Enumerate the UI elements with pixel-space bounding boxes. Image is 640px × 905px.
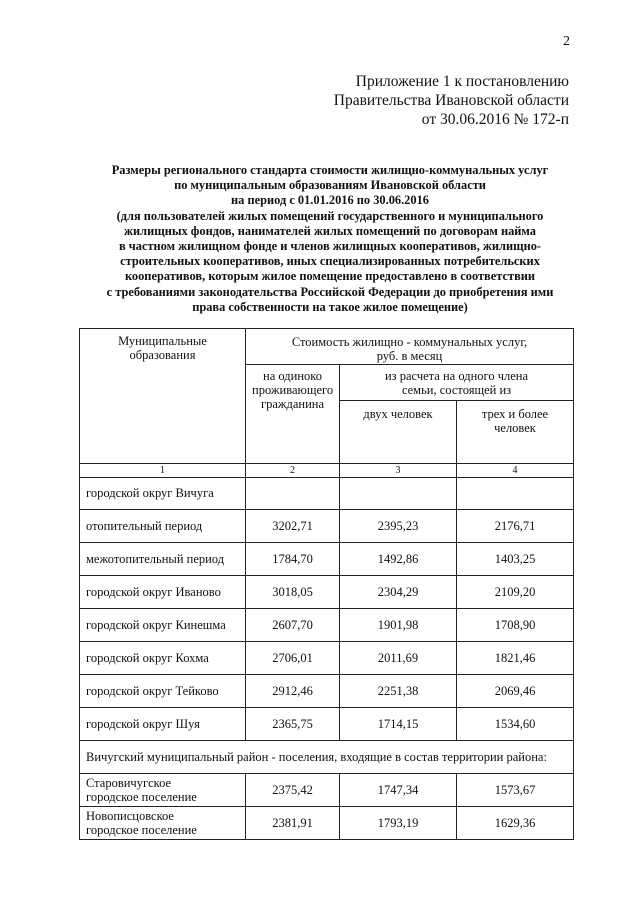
- settlement-name: [80, 774, 246, 807]
- settlement-name-line-1: Новописцовское: [86, 809, 174, 823]
- row-value-three: 1629,36: [457, 807, 574, 840]
- row-value-single: 2381,91: [246, 807, 340, 840]
- header-single: на одиноко проживающего гражданина: [246, 365, 340, 464]
- title-line: на период с 01.01.2016 по 30.06.2016: [231, 193, 429, 208]
- page-number: 2: [563, 34, 570, 49]
- row-name: отопительный период: [80, 510, 246, 543]
- title-line: Размеры регионального стандарта стоимости жилищно-коммунальных услуг: [111, 163, 549, 177]
- row-value-single: 3018,05: [246, 576, 340, 609]
- row-value-two: 2395,23: [340, 510, 457, 543]
- title-line: кооперативов, которым жилое помещение предоставлено в соответствии: [124, 269, 536, 284]
- table-row: [80, 774, 574, 807]
- title-line: строительных кооперативов, иных специализированных потребительских: [120, 254, 540, 269]
- col-number: 2: [246, 464, 340, 478]
- row-name: городской округ Кохма: [80, 642, 246, 675]
- group-row-label: городской округ Вичуга: [80, 478, 246, 510]
- row-value-two: 1901,98: [340, 609, 457, 642]
- row-value-three: 2069,46: [457, 675, 574, 708]
- title-line: в частном жилищном фонде и членов жилищных кооперативов, жилищно-: [118, 239, 542, 254]
- row-value-three: 2109,20: [457, 576, 574, 609]
- row-value-three: 1403,25: [457, 543, 574, 576]
- title-line: жилищных фондов, нанимателей жилых помещений по договорам найма: [124, 223, 536, 238]
- settlement-name-line-1: Старовичугское: [86, 776, 172, 790]
- table-row: [80, 675, 574, 708]
- settlement-name: [80, 807, 246, 840]
- header-municipal: Муниципальные образования: [80, 329, 246, 464]
- row-name: городской округ Кинешма: [80, 609, 246, 642]
- header-cost: Стоимость жилищно - коммунальных услуг, руб. в месяц: [246, 329, 574, 365]
- row-value-single: 2912,46: [246, 675, 340, 708]
- row-name: городской округ Иваново: [80, 576, 246, 609]
- appendix-line-3: от 30.06.2016 № 172-п: [421, 111, 569, 128]
- row-value-single: 3202,71: [246, 510, 340, 543]
- cost-standard-table: [79, 328, 574, 840]
- row-value-two: 1747,34: [340, 774, 457, 807]
- row-value-single: 2365,75: [246, 708, 340, 741]
- row-value-two: 1793,19: [340, 807, 457, 840]
- row-value-three: 1534,60: [457, 708, 574, 741]
- col-number: 3: [340, 464, 457, 478]
- table-row: [80, 609, 574, 642]
- row-value-three: 1708,90: [457, 609, 574, 642]
- header-three-plus: трех и более человек: [457, 401, 574, 464]
- table-row: [80, 708, 574, 741]
- title-line: с требованиями законодательства Российской Федерации до приобретения ими: [106, 284, 554, 299]
- header-two: двух человек: [340, 401, 457, 464]
- row-value-single: 2706,01: [246, 642, 340, 675]
- row-value-two: 2251,38: [340, 675, 457, 708]
- table-row: [80, 642, 574, 675]
- header-per-member: из расчета на одного члена семьи, состоящей из: [340, 365, 574, 401]
- row-value-single: 1784,70: [246, 543, 340, 576]
- title-line: права собственности на такое жилое помещение): [192, 299, 468, 314]
- settlement-name-line-2: городское поселение: [86, 823, 197, 837]
- table-row: [80, 807, 574, 840]
- row-value-two: 2011,69: [340, 642, 457, 675]
- table-row: [80, 510, 574, 543]
- row-value-two: 1492,86: [340, 543, 457, 576]
- document-title: [80, 163, 580, 315]
- row-value-three: 1573,67: [457, 774, 574, 807]
- title-line: (для пользователей жилых помещений государственного и муниципального: [116, 208, 544, 223]
- settlement-name-line-2: городское поселение: [86, 790, 197, 804]
- row-value-three: 2176,71: [457, 510, 574, 543]
- row-name: городской округ Тейково: [80, 675, 246, 708]
- row-value-two: 2304,29: [340, 576, 457, 609]
- col-number: 4: [457, 464, 574, 478]
- table-row: [80, 543, 574, 576]
- row-value-three: 1821,46: [457, 642, 574, 675]
- row-name: городской округ Шуя: [80, 708, 246, 741]
- title-line: по муниципальным образованиям Ивановской области: [174, 178, 486, 193]
- appendix-line-1: Приложение 1 к постановлению: [355, 73, 569, 90]
- appendix-heading: [334, 72, 569, 129]
- district-row-label: Вичугский муниципальный район - поселения, входящие в состав территории района:: [80, 741, 574, 774]
- col-number: 1: [80, 464, 246, 478]
- table-row: [80, 576, 574, 609]
- row-name: межотопительный период: [80, 543, 246, 576]
- appendix-line-2: Правительства Ивановской области: [333, 92, 569, 109]
- row-value-single: 2607,70: [246, 609, 340, 642]
- row-value-single: 2375,42: [246, 774, 340, 807]
- row-value-two: 1714,15: [340, 708, 457, 741]
